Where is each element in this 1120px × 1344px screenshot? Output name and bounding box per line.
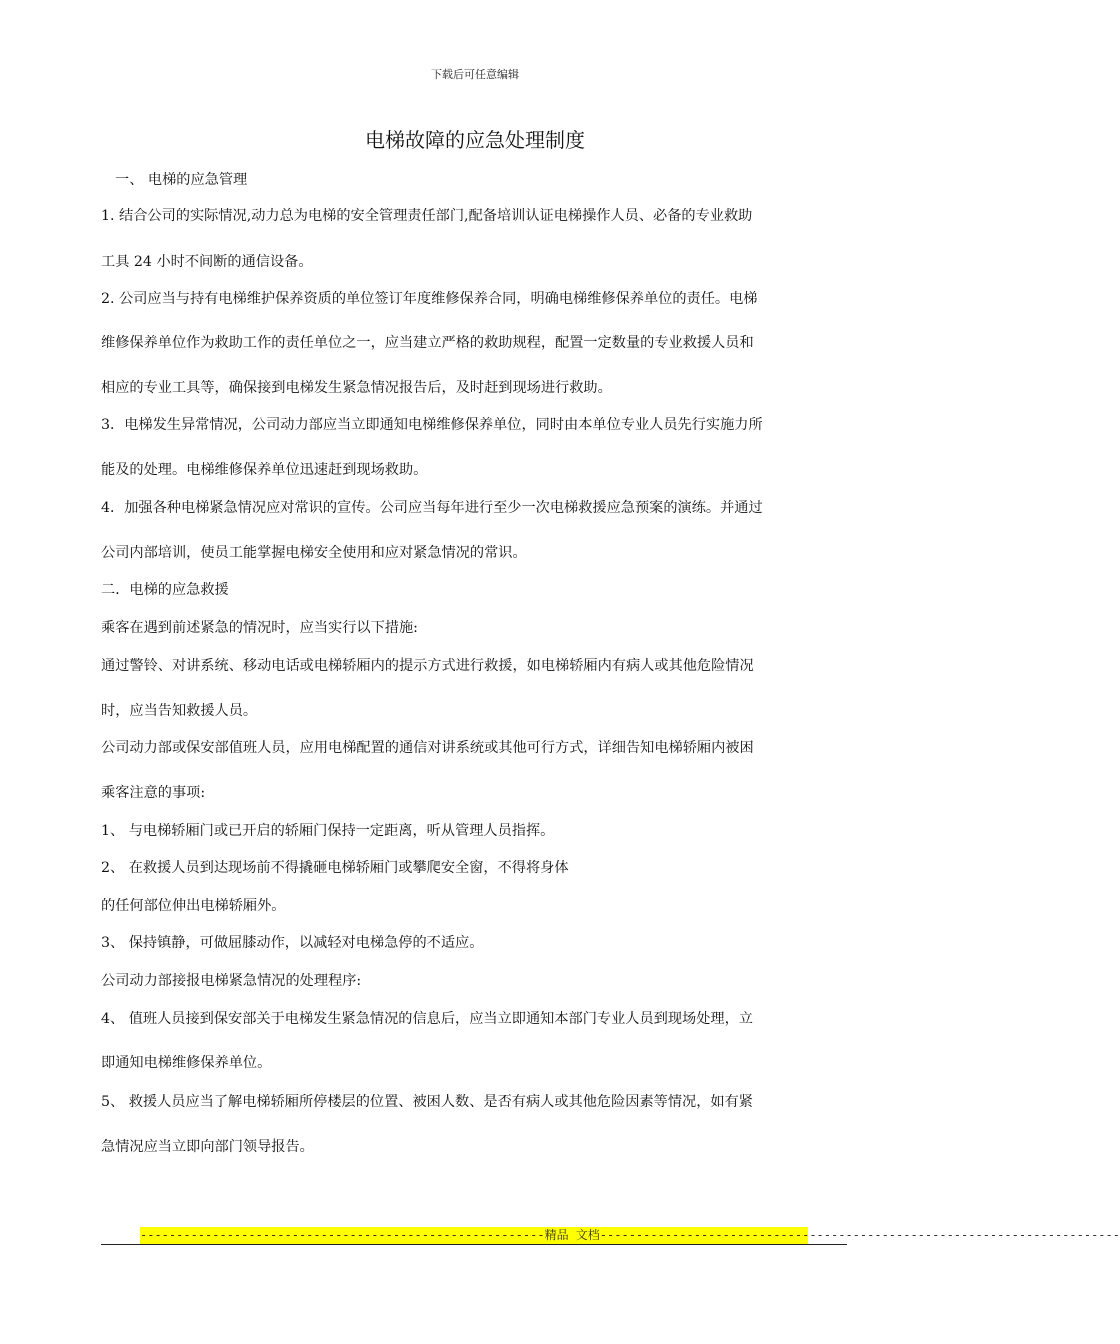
paragraph-line: 乘客注意的事项: — [101, 785, 206, 801]
paragraph-line: 乘客在遇到前述紧急的情况时，应当实行以下措施: — [101, 620, 418, 636]
paragraph-line: 公司动力部或保安部值班人员，应用电梯配置的通信对讲系统或其他可行方式，详细告知电梯轿厢内被困 — [101, 740, 754, 756]
paragraph-line: 通过警铃、对讲系统、移动电话或电梯轿厢内的提示方式进行救援，如电梯轿厢内有病人或其他危险情况 — [101, 658, 754, 674]
list-item: 5、 救援人员应当了解电梯轿厢所停楼层的位置、被困人数、是否有病人或其他危险因素等情况，如有紧 — [101, 1094, 753, 1110]
list-item: 4、 值班人员接到保安部关于电梯发生紧急情况的信息后，应当立即通知本部门专业人员到现场处理，立 — [101, 1011, 753, 1027]
list-item: 1、 与电梯轿厢门或已开启的轿厢门保持一定距离，听从管理人员指挥。 — [101, 823, 555, 839]
list-item-continuation: 急情况应当立即向部门领导报告。 — [101, 1139, 314, 1155]
paragraph-line: 工具 24 小时不间断的通信设备。 — [101, 254, 313, 270]
paragraph-line: 时，应当告知救援人员。 — [101, 703, 258, 719]
page-title: 电梯故障的应急处理制度 — [365, 128, 585, 152]
paragraph-line: 公司动力部接报电梯紧急情况的处理程序: — [101, 973, 362, 989]
paragraph-line: 1. 结合公司的实际情况,动力总为电梯的安全管理责任部门,配备培训认证电梯操作人员、必备的专业救助 — [101, 208, 753, 224]
paragraph-line: 相应的专业工具等，确保接到电梯发生紧急情况报告后，及时赶到现场进行救助。 — [101, 380, 612, 396]
paragraph-line: 4．加强各种电梯紧急情况应对常识的宣传。公司应当每年进行至少一次电梯救援应急预案的演练。并通过 — [101, 500, 763, 516]
paragraph-line: 公司内部培训，使员工能掌握电梯安全使用和应对紧急情况的常识。 — [101, 545, 527, 561]
footer-rule — [101, 1244, 847, 1245]
list-item: 2、 在救援人员到达现场前不得撬砸电梯轿厢门或攀爬安全窗，不得将身体 — [101, 860, 569, 876]
header-note: 下载后可任意编辑 — [431, 68, 519, 81]
paragraph-line: 能及的处理。电梯维修保养单位迅速赶到现场救助。 — [101, 462, 428, 478]
paragraph-line: 3．电梯发生异常情况，公司动力部应当立即通知电梯维修保养单位，同时由本单位专业人员先行实施力所 — [101, 417, 763, 433]
section-heading-2: 二．电梯的应急救援 — [101, 582, 229, 598]
section-heading-1: 一、 电梯的应急管理 — [115, 172, 248, 188]
paragraph-line: 维修保养单位作为救助工作的责任单位之一，应当建立严格的救助规程，配置一定数量的专业救援人员和 — [101, 335, 754, 351]
list-item-continuation: 的任何部位伸出电梯轿厢外。 — [101, 898, 286, 914]
list-item-continuation: 即通知电梯维修保养单位。 — [101, 1055, 272, 1071]
footer-highlight-bar: --------------------------------------------------------精品 文档------------------------------------------------------------------------ — [140, 1228, 1120, 1242]
paragraph-line: 2. 公司应当与持有电梯维护保养资质的单位签订年度维修保养合同，明确电梯维修保养单位的责任。电梯 — [101, 291, 758, 307]
list-item: 3、 保持镇静，可做屈膝动作，以减轻对电梯急停的不适应。 — [101, 935, 484, 951]
